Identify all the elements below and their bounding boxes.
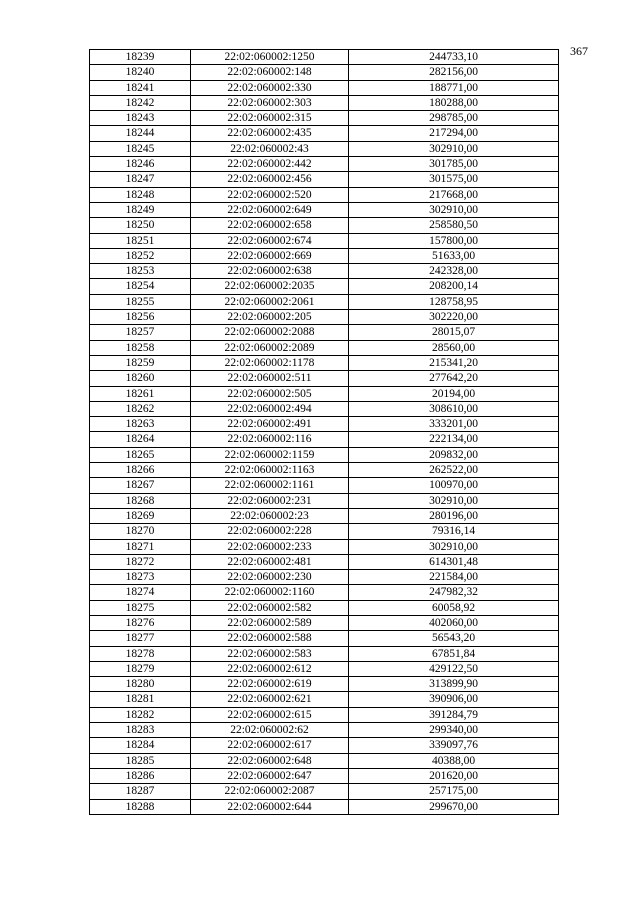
value-cell: 157800,00 (349, 233, 559, 248)
row-number-cell: 18262 (90, 401, 191, 416)
row-number-cell: 18278 (90, 646, 191, 661)
table-row (90, 508, 559, 523)
row-number-cell: 18266 (90, 463, 191, 478)
table-row (90, 401, 559, 416)
table-row (90, 661, 559, 676)
table-row (90, 585, 559, 600)
row-number-cell: 18282 (90, 707, 191, 722)
table-row (90, 279, 559, 294)
cadastral-number-cell: 22:02:060002:481 (191, 554, 349, 569)
table-row (90, 233, 559, 248)
cadastral-number-cell: 22:02:060002:644 (191, 799, 349, 814)
row-number-cell: 18257 (90, 325, 191, 340)
value-cell: 180288,00 (349, 95, 559, 110)
table-row (90, 141, 559, 156)
value-cell: 429122,50 (349, 661, 559, 676)
value-cell: 247982,32 (349, 585, 559, 600)
cadastral-number-cell: 22:02:060002:648 (191, 753, 349, 768)
row-number-cell: 18253 (90, 264, 191, 279)
table-row (90, 95, 559, 110)
value-cell: 208200,14 (349, 279, 559, 294)
value-cell: 56543,20 (349, 631, 559, 646)
row-number-cell: 18270 (90, 524, 191, 539)
value-cell: 67851,84 (349, 646, 559, 661)
row-number-cell: 18288 (90, 799, 191, 814)
cadastral-number-cell: 22:02:060002:148 (191, 65, 349, 80)
page-number: 367 (570, 44, 588, 58)
cadastral-number-cell: 22:02:060002:1250 (191, 50, 349, 65)
cadastral-number-cell: 22:02:060002:230 (191, 570, 349, 585)
value-cell: 280196,00 (349, 508, 559, 523)
cadastral-number-cell: 22:02:060002:658 (191, 218, 349, 233)
cadastral-number-cell: 22:02:060002:491 (191, 417, 349, 432)
cadastral-number-cell: 22:02:060002:205 (191, 310, 349, 325)
cadastral-number-cell: 22:02:060002:231 (191, 493, 349, 508)
cadastral-number-cell: 22:02:060002:2061 (191, 294, 349, 309)
table-row (90, 799, 559, 814)
table-row (90, 600, 559, 615)
table-row (90, 554, 559, 569)
value-cell: 262522,00 (349, 463, 559, 478)
value-cell: 302220,00 (349, 310, 559, 325)
table-row (90, 355, 559, 370)
cadastral-number-cell: 22:02:060002:442 (191, 157, 349, 172)
row-number-cell: 18269 (90, 508, 191, 523)
row-number-cell: 18283 (90, 723, 191, 738)
cadastral-number-cell: 22:02:060002:615 (191, 707, 349, 722)
row-number-cell: 18272 (90, 554, 191, 569)
cadastral-number-cell: 22:02:060002:583 (191, 646, 349, 661)
value-cell: 301785,00 (349, 157, 559, 172)
value-cell: 51633,00 (349, 248, 559, 263)
cadastral-number-cell: 22:02:060002:2089 (191, 340, 349, 355)
table-row (90, 340, 559, 355)
cadastral-number-cell: 22:02:060002:588 (191, 631, 349, 646)
value-cell: 302910,00 (349, 141, 559, 156)
row-number-cell: 18277 (90, 631, 191, 646)
row-number-cell: 18286 (90, 768, 191, 783)
cadastral-number-cell: 22:02:060002:435 (191, 126, 349, 141)
cadastral-number-cell: 22:02:060002:233 (191, 539, 349, 554)
cadastral-number-cell: 22:02:060002:520 (191, 187, 349, 202)
value-cell: 128758,95 (349, 294, 559, 309)
cadastral-number-cell: 22:02:060002:2035 (191, 279, 349, 294)
row-number-cell: 18265 (90, 447, 191, 462)
value-cell: 299670,00 (349, 799, 559, 814)
value-cell: 242328,00 (349, 264, 559, 279)
cadastral-number-cell: 22:02:060002:669 (191, 248, 349, 263)
table-row (90, 784, 559, 799)
row-number-cell: 18251 (90, 233, 191, 248)
row-number-cell: 18264 (90, 432, 191, 447)
value-cell: 217294,00 (349, 126, 559, 141)
cadastral-number-cell: 22:02:060002:494 (191, 401, 349, 416)
row-number-cell: 18263 (90, 417, 191, 432)
table-row (90, 248, 559, 263)
cadastral-number-cell: 22:02:060002:330 (191, 80, 349, 95)
table-row (90, 447, 559, 462)
row-number-cell: 18287 (90, 784, 191, 799)
row-number-cell: 18261 (90, 386, 191, 401)
table-row (90, 202, 559, 217)
row-number-cell: 18239 (90, 50, 191, 65)
cadastral-number-cell: 22:02:060002:511 (191, 371, 349, 386)
value-cell: 333201,00 (349, 417, 559, 432)
table-row (90, 646, 559, 661)
row-number-cell: 18246 (90, 157, 191, 172)
row-number-cell: 18240 (90, 65, 191, 80)
value-cell: 257175,00 (349, 784, 559, 799)
cadastral-number-cell: 22:02:060002:62 (191, 723, 349, 738)
table-row (90, 80, 559, 95)
cadastral-number-cell: 22:02:060002:1163 (191, 463, 349, 478)
registry-table (89, 49, 559, 815)
registry-table-body (90, 50, 559, 815)
row-number-cell: 18255 (90, 294, 191, 309)
cadastral-number-cell: 22:02:060002:612 (191, 661, 349, 676)
cadastral-number-cell: 22:02:060002:43 (191, 141, 349, 156)
value-cell: 188771,00 (349, 80, 559, 95)
cadastral-number-cell: 22:02:060002:674 (191, 233, 349, 248)
table-row (90, 294, 559, 309)
row-number-cell: 18258 (90, 340, 191, 355)
value-cell: 282156,00 (349, 65, 559, 80)
value-cell: 308610,00 (349, 401, 559, 416)
row-number-cell: 18267 (90, 478, 191, 493)
cadastral-number-cell: 22:02:060002:228 (191, 524, 349, 539)
table-row (90, 386, 559, 401)
cadastral-number-cell: 22:02:060002:505 (191, 386, 349, 401)
table-row (90, 493, 559, 508)
value-cell: 209832,00 (349, 447, 559, 462)
value-cell: 100970,00 (349, 478, 559, 493)
table-row (90, 615, 559, 630)
row-number-cell: 18245 (90, 141, 191, 156)
value-cell: 258580,50 (349, 218, 559, 233)
value-cell: 301575,00 (349, 172, 559, 187)
row-number-cell: 18256 (90, 310, 191, 325)
table-row (90, 723, 559, 738)
table-row (90, 371, 559, 386)
table-row (90, 478, 559, 493)
table-row (90, 692, 559, 707)
cadastral-number-cell: 22:02:060002:638 (191, 264, 349, 279)
value-cell: 221584,00 (349, 570, 559, 585)
row-number-cell: 18268 (90, 493, 191, 508)
value-cell: 222134,00 (349, 432, 559, 447)
cadastral-number-cell: 22:02:060002:2088 (191, 325, 349, 340)
row-number-cell: 18241 (90, 80, 191, 95)
row-number-cell: 18271 (90, 539, 191, 554)
value-cell: 217668,00 (349, 187, 559, 202)
value-cell: 40388,00 (349, 753, 559, 768)
table-row (90, 111, 559, 126)
table-row (90, 432, 559, 447)
table-row (90, 50, 559, 65)
table-row (90, 264, 559, 279)
value-cell: 277642,20 (349, 371, 559, 386)
table-row (90, 707, 559, 722)
table-row (90, 417, 559, 432)
value-cell: 79316,14 (349, 524, 559, 539)
row-number-cell: 18284 (90, 738, 191, 753)
value-cell: 302910,00 (349, 539, 559, 554)
cadastral-number-cell: 22:02:060002:1159 (191, 447, 349, 462)
table-row (90, 65, 559, 80)
row-number-cell: 18273 (90, 570, 191, 585)
row-number-cell: 18285 (90, 753, 191, 768)
table-row (90, 768, 559, 783)
value-cell: 298785,00 (349, 111, 559, 126)
table-row (90, 738, 559, 753)
row-number-cell: 18259 (90, 355, 191, 370)
cadastral-number-cell: 22:02:060002:1178 (191, 355, 349, 370)
row-number-cell: 18279 (90, 661, 191, 676)
cadastral-number-cell: 22:02:060002:2087 (191, 784, 349, 799)
value-cell: 299340,00 (349, 723, 559, 738)
cadastral-number-cell: 22:02:060002:649 (191, 202, 349, 217)
table-row (90, 524, 559, 539)
value-cell: 391284,79 (349, 707, 559, 722)
table-row (90, 539, 559, 554)
value-cell: 28015,07 (349, 325, 559, 340)
value-cell: 302910,00 (349, 202, 559, 217)
cadastral-number-cell: 22:02:060002:456 (191, 172, 349, 187)
row-number-cell: 18249 (90, 202, 191, 217)
value-cell: 402060,00 (349, 615, 559, 630)
cadastral-number-cell: 22:02:060002:1161 (191, 478, 349, 493)
row-number-cell: 18252 (90, 248, 191, 263)
value-cell: 339097,76 (349, 738, 559, 753)
row-number-cell: 18250 (90, 218, 191, 233)
table-row (90, 126, 559, 141)
value-cell: 614301,48 (349, 554, 559, 569)
table-row (90, 570, 559, 585)
table-row (90, 631, 559, 646)
cadastral-number-cell: 22:02:060002:619 (191, 677, 349, 692)
cadastral-number-cell: 22:02:060002:315 (191, 111, 349, 126)
table-row (90, 218, 559, 233)
value-cell: 302910,00 (349, 493, 559, 508)
value-cell: 28560,00 (349, 340, 559, 355)
row-number-cell: 18276 (90, 615, 191, 630)
row-number-cell: 18242 (90, 95, 191, 110)
cadastral-number-cell: 22:02:060002:621 (191, 692, 349, 707)
cadastral-number-cell: 22:02:060002:617 (191, 738, 349, 753)
cadastral-number-cell: 22:02:060002:116 (191, 432, 349, 447)
row-number-cell: 18244 (90, 126, 191, 141)
table-row (90, 310, 559, 325)
row-number-cell: 18260 (90, 371, 191, 386)
row-number-cell: 18280 (90, 677, 191, 692)
cadastral-number-cell: 22:02:060002:582 (191, 600, 349, 615)
row-number-cell: 18243 (90, 111, 191, 126)
row-number-cell: 18275 (90, 600, 191, 615)
table-row (90, 463, 559, 478)
value-cell: 60058,92 (349, 600, 559, 615)
value-cell: 244733,10 (349, 50, 559, 65)
cadastral-number-cell: 22:02:060002:303 (191, 95, 349, 110)
table-row (90, 753, 559, 768)
row-number-cell: 18248 (90, 187, 191, 202)
table-row (90, 325, 559, 340)
row-number-cell: 18274 (90, 585, 191, 600)
cadastral-number-cell: 22:02:060002:589 (191, 615, 349, 630)
value-cell: 390906,00 (349, 692, 559, 707)
value-cell: 20194,00 (349, 386, 559, 401)
row-number-cell: 18281 (90, 692, 191, 707)
row-number-cell: 18247 (90, 172, 191, 187)
value-cell: 201620,00 (349, 768, 559, 783)
value-cell: 215341,20 (349, 355, 559, 370)
value-cell: 313899,90 (349, 677, 559, 692)
cadastral-number-cell: 22:02:060002:1160 (191, 585, 349, 600)
cadastral-number-cell: 22:02:060002:23 (191, 508, 349, 523)
table-row (90, 157, 559, 172)
table-row (90, 677, 559, 692)
row-number-cell: 18254 (90, 279, 191, 294)
table-row (90, 172, 559, 187)
table-row (90, 187, 559, 202)
cadastral-number-cell: 22:02:060002:647 (191, 768, 349, 783)
